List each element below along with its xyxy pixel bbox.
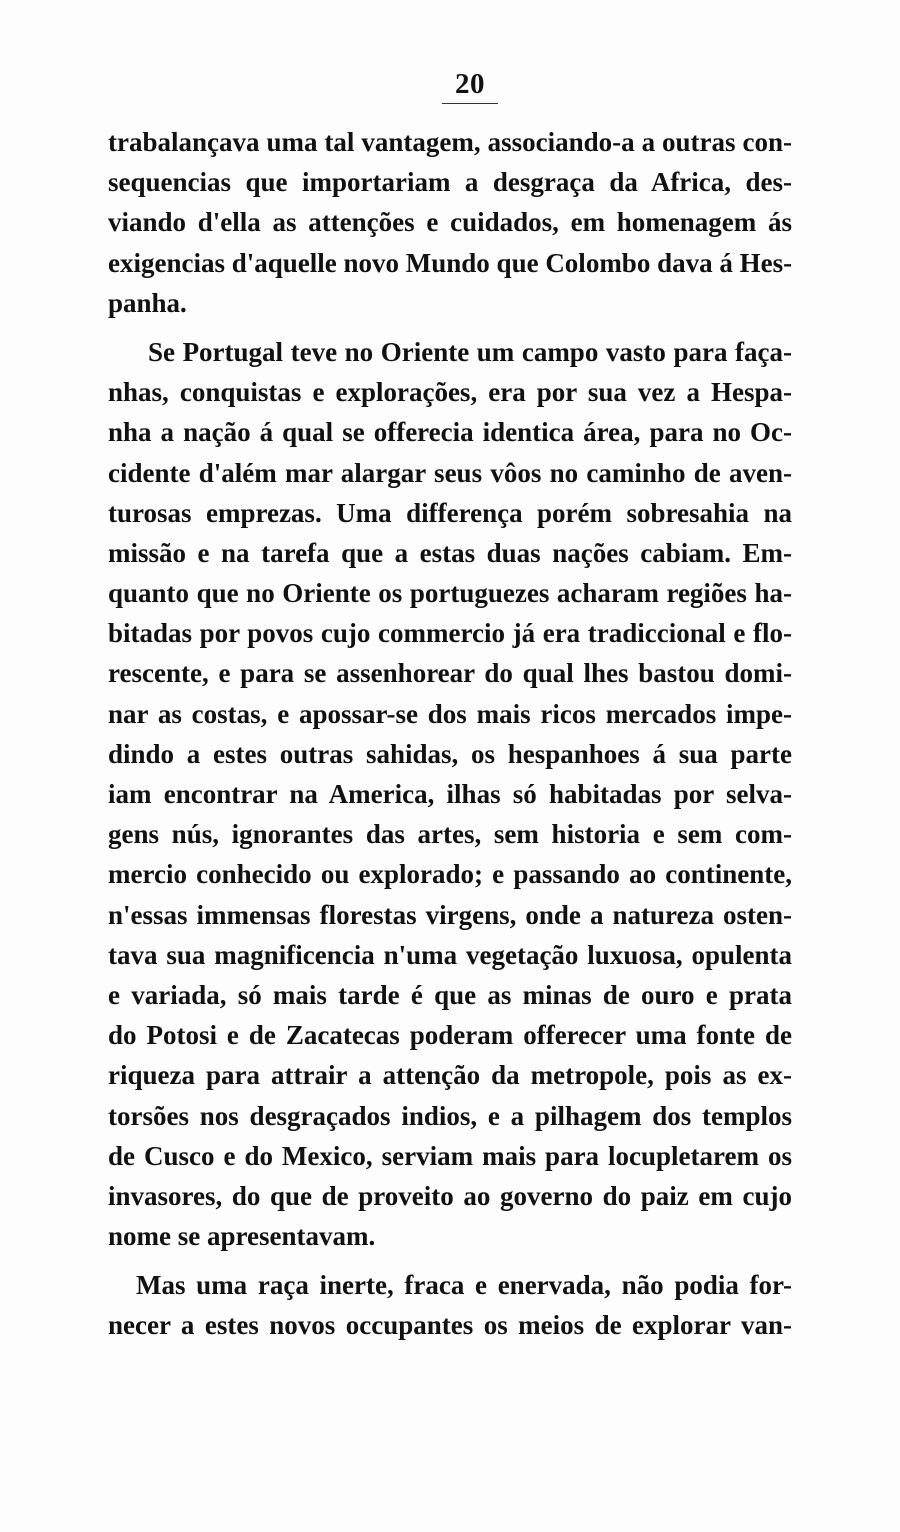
text-line: sequencias que importariam a desgraça da Africa, des- — [108, 167, 792, 198]
paragraph-2 — [108, 332, 792, 1256]
text-line: n'essas immensas florestas virgens, onde a natureza osten- — [108, 899, 792, 930]
text-line: trabalançava uma tal vantagem, associando-a a outras con- — [108, 127, 792, 157]
text-line: viando d'ella as attenções e cuidados, em homenagem ás — [108, 207, 792, 238]
text-line: nar as costas, e apossar-se dos mais ricos mercados impe- — [108, 698, 792, 729]
text-line: riqueza para attrair a attenção da metropole, pois as ex- — [108, 1060, 792, 1091]
paragraph-gap — [108, 1256, 792, 1265]
text-line: nhas, conquistas e explorações, era por sua vez a Hespa- — [108, 377, 792, 408]
text-line: iam encontrar na America, ilhas só habitadas por selva- — [108, 779, 792, 809]
text-line: rescente, e para se assenhorear do qual lhes bastou domi- — [108, 658, 792, 689]
text-line: Mas uma raça inerte, fraca e enervada, não podia for- — [136, 1270, 792, 1301]
text-line: necer a estes novos occupantes os meios de explorar van- — [108, 1310, 792, 1341]
text-line: torsões nos desgraçados indios, e a pilhagem dos templos — [108, 1100, 792, 1131]
text-line: nome se apresentavam. — [108, 1221, 376, 1252]
text-line: panha. — [108, 287, 187, 318]
text-line: de Cusco e do Mexico, serviam mais para locupletarem os — [108, 1140, 792, 1171]
text-line: e variada, só mais tarde é que as minas de ouro e prata — [108, 979, 792, 1010]
paragraph-1 — [108, 122, 792, 323]
text-line: turosas emprezas. Uma differença porém sobresahia na — [108, 497, 792, 528]
page-number-underline — [442, 103, 498, 104]
body-text — [108, 122, 792, 1346]
text-line: gens nús, ignorantes das artes, sem historia e sem com- — [108, 819, 792, 850]
text-line: Se Portugal teve no Oriente um campo vasto para faça- — [148, 336, 792, 367]
text-line: bitadas por povos cujo commercio já era tradiccional e flo- — [108, 618, 792, 649]
page-number: 20 — [455, 68, 485, 100]
text-line: exigencias d'aquelle novo Mundo que Colombo dava á Hes- — [108, 247, 792, 278]
text-line: quanto que no Oriente os portuguezes acharam regiões ha- — [108, 578, 792, 609]
paragraph-3 — [108, 1265, 792, 1345]
text-line: tava sua magnificencia n'uma vegetação luxuosa, opulenta — [108, 939, 792, 970]
text-line: missão e na tarefa que a estas duas nações cabiam. Em- — [108, 537, 792, 568]
text-line: cidente d'além mar alargar seus vôos no caminho de aven- — [108, 457, 792, 488]
text-line: mercio conhecido ou explorado; e passando ao continente, — [108, 859, 792, 890]
paragraph-gap — [108, 323, 792, 332]
text-line: dindo a estes outras sahidas, os hespanhoes á sua parte — [108, 738, 792, 769]
text-line: invasores, do que de proveito ao governo do paiz em cujo — [108, 1180, 792, 1211]
text-line: do Potosi e de Zacatecas poderam offerecer uma fonte de — [108, 1020, 792, 1051]
text-line: nha a nação á qual se offerecia identica área, para no Oc- — [108, 417, 792, 448]
